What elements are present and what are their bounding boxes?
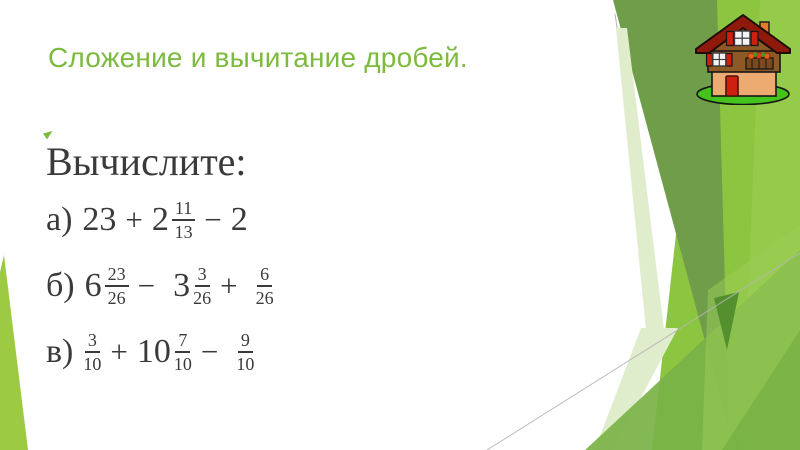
- number: 2: [230, 201, 248, 238]
- operator: −: [200, 334, 219, 369]
- whole-number: 3: [173, 267, 191, 304]
- fraction-numerator: 3: [85, 330, 100, 353]
- mixed-number: [85, 264, 129, 308]
- fraction-numerator: 9: [238, 330, 253, 353]
- house-icon: [693, 13, 793, 105]
- problem-label: б): [46, 267, 75, 304]
- operator: −: [137, 268, 156, 303]
- fraction: [193, 264, 211, 308]
- left-wedge-shape: [0, 255, 28, 450]
- operator: +: [125, 202, 143, 237]
- fraction-denominator: 10: [83, 354, 102, 374]
- problem-row: [46, 329, 274, 375]
- fraction-denominator: 10: [236, 354, 255, 374]
- house-lower-wall: [712, 70, 776, 96]
- fraction-group: [83, 330, 101, 374]
- fraction-numerator: 6: [257, 264, 272, 287]
- problem-label: а): [46, 201, 73, 238]
- fraction-numerator: 3: [195, 264, 210, 287]
- problem-row: [46, 197, 274, 243]
- flower-leaf: [753, 53, 757, 57]
- slide-title: Сложение и вычитание дробей.: [48, 42, 468, 73]
- fraction: [174, 330, 192, 374]
- operator: −: [204, 202, 222, 237]
- flower: [756, 52, 762, 58]
- whole-number: 10: [136, 333, 171, 370]
- fraction: [172, 198, 195, 242]
- mixed-number: [137, 330, 192, 374]
- flower: [764, 53, 770, 59]
- house-shutter: [751, 32, 758, 46]
- problem-row: [46, 263, 274, 309]
- operator: +: [220, 268, 238, 303]
- number: 23: [82, 201, 117, 238]
- flower-leaf: [761, 53, 765, 57]
- whole-number: 6: [84, 267, 102, 304]
- house-shutter: [726, 54, 732, 67]
- fraction-numerator: 7: [175, 330, 190, 353]
- fraction-numerator: 11: [172, 198, 195, 221]
- problem-label: в): [46, 333, 74, 370]
- fraction-denominator: 26: [107, 288, 126, 308]
- fraction: [83, 330, 101, 374]
- fraction: [236, 330, 254, 374]
- fraction-group: [256, 264, 274, 308]
- mixed-number: [152, 198, 195, 242]
- house-door: [726, 76, 738, 96]
- house-shutter: [707, 54, 713, 67]
- problems-list: [46, 197, 274, 375]
- fraction-group: [236, 330, 254, 374]
- fraction: [105, 264, 129, 308]
- fraction-denominator: 10: [173, 354, 192, 374]
- prompt-text: Вычислите:: [46, 139, 247, 184]
- flower: [748, 53, 754, 59]
- mixed-number: [173, 264, 211, 308]
- fraction-denominator: 26: [255, 288, 274, 308]
- whole-number: 2: [151, 201, 169, 238]
- fraction-numerator: 23: [105, 264, 129, 287]
- fraction-denominator: 26: [193, 288, 212, 308]
- operator: +: [110, 334, 128, 369]
- house-shutter: [727, 32, 734, 46]
- fraction: [256, 264, 274, 308]
- fraction-denominator: 13: [174, 222, 193, 242]
